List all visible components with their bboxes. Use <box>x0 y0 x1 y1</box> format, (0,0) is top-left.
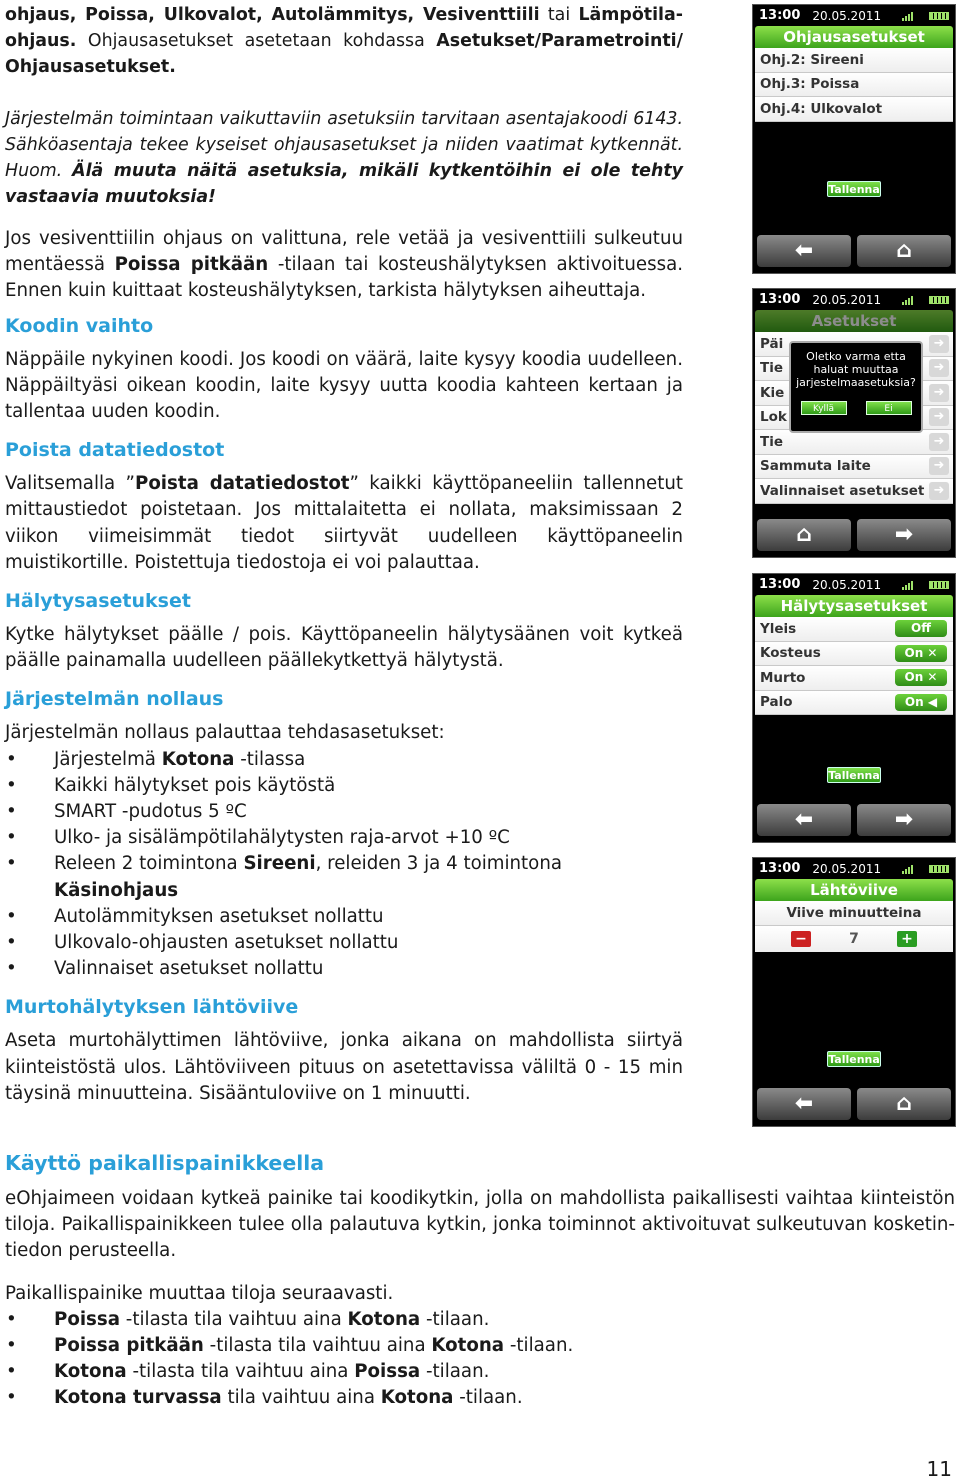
date: 20.05.2011 <box>812 577 882 592</box>
date: 20.05.2011 <box>812 8 882 23</box>
row-label: Tie <box>760 360 783 377</box>
intro-text-2: Ohjausasetukset asetetaan kohdassa <box>76 31 437 51</box>
list-item <box>5 851 683 903</box>
alarm-toggle[interactable]: On ✕ <box>895 669 947 686</box>
date: 20.05.2011 <box>812 292 882 307</box>
delete-text-2: ” kaikki käyttöpaneeliin tallennetut mittaustiedot poistetaan. Jos mittalaitetta ei nollata, maksimissaan 2 viikon viimeisimmät tiedot siirtyvät uudelleen käyttöpaneelin muistikortille. Poistettuja tiedostoja ei voi palauttaa. <box>5 473 683 573</box>
delay-panel <box>755 901 953 952</box>
list-item <box>755 617 953 642</box>
battery-icon <box>929 865 949 873</box>
reset-intro: Järjestelmän nollaus palauttaa tehdasasetukset: <box>5 722 445 744</box>
valve-text-2: -tilaan tai kosteushälytyksen aktivoituessa. Ennen kuin kuittaat kosteushälytyksen, tarkista hälytyksen aiheuttaja. <box>5 254 683 302</box>
local-b4-b: tila vaihtuu aina <box>221 1387 381 1409</box>
chevron-right-icon: ➜ <box>929 433 949 451</box>
save-button[interactable]: Tallenna <box>828 769 880 782</box>
exit-delay-paragraph: Aseta murtohälyttimen lähtöviive, jonka aikana on mahdollista siirtyä kiinteistöstä ulos. Lähtöviiveen pituus on asetettavissa väliltä 0 - 15 min täysinä minuutteina. Sisääntuloviive on 1 minuutti. <box>5 1030 683 1104</box>
text-column <box>5 0 683 1107</box>
alarm-toggle[interactable]: On ✕ <box>895 645 947 662</box>
list-item: • Ulkovalo-ohjausten asetukset nollattu <box>5 930 683 956</box>
intro-bold-1: ohjaus, Poissa, Ulkovalot, Autolämmitys, Vesiventtiili <box>5 5 540 25</box>
list-item <box>755 691 953 716</box>
screen-title: Ohjausasetukset <box>755 26 953 48</box>
chevron-right-icon: ➜ <box>929 359 949 377</box>
delete-text-1: Valitsemalla ” <box>5 473 135 495</box>
installer-note-text: Järjestelmän toimintaan vaikuttaviin asetuksiin tarvitaan asentajakoodi 6143. Sähköasentaja tekee kyseiset ohjausasetukset ja niiden vaatimat kytkennät. Huom. <box>5 109 683 181</box>
delay-stepper <box>755 926 953 952</box>
row-label: Sammuta laite <box>760 458 871 475</box>
local-heading: Käyttö paikallispainikkeella <box>5 1151 325 1175</box>
chevron-right-icon: ➜ <box>929 457 949 475</box>
installer-note <box>5 106 683 210</box>
forward-arrow-icon[interactable]: ➡ <box>857 804 951 836</box>
status-bar <box>753 574 955 595</box>
list-item <box>5 1307 955 1333</box>
exit-delay-heading: Murtohälytyksen lähtöviive <box>5 996 299 1019</box>
list-item <box>5 1333 955 1359</box>
screen-exit-delay <box>752 857 956 1127</box>
local-button-section <box>5 1150 955 1412</box>
dialog-message: Oletko varma etta haluat muuttaa jarjestelmaasetuksia? <box>796 350 916 389</box>
delay-label: Viive minuutteina <box>755 901 953 926</box>
chevron-right-icon: ➜ <box>929 335 949 353</box>
local-list <box>5 1307 955 1412</box>
reset-b1-a: Järjestelmä <box>54 748 162 770</box>
alarm-list <box>755 617 953 715</box>
local-b3-b: -tilasta tila vaihtuu aina <box>126 1361 355 1383</box>
list-item: • Ulko- ja sisälämpötilahälytysten raja-arvot +10 ºC <box>5 825 683 851</box>
local-b2-c: Kotona <box>431 1335 505 1357</box>
home-icon[interactable]: ⌂ <box>857 235 951 267</box>
alarm-toggle[interactable]: On ◀ <box>895 694 947 711</box>
local-b1-b: -tilasta tila vaihtuu aina <box>119 1308 348 1330</box>
clock: 13:00 <box>759 861 801 876</box>
intro-bold-2: Lämpötila-ohjaus. <box>5 5 683 51</box>
battery-icon <box>929 12 949 20</box>
list-item <box>5 1385 955 1411</box>
chevron-right-icon: ➜ <box>929 384 949 402</box>
plus-button[interactable]: + <box>897 931 917 947</box>
delete-paragraph <box>5 471 683 576</box>
screen-control-settings <box>752 4 956 274</box>
clock: 13:00 <box>759 292 801 307</box>
local-b3-d: -tilaan. <box>420 1361 490 1383</box>
alarms-heading: Hälytysasetukset <box>5 590 191 613</box>
status-bar <box>753 858 955 879</box>
local-b2-d: -tilaan. <box>504 1335 574 1357</box>
signal-icon <box>902 864 913 874</box>
chevron-right-icon: ➜ <box>929 408 949 426</box>
reset-b1-c: -tilassa <box>234 748 306 770</box>
reset-b5-b: Sireeni <box>243 853 316 875</box>
valve-text-1: Jos vesiventtiilin ohjaus on valittuna, rele vetää ja vesiventtiili sulkeutuu mentäessä <box>5 228 683 276</box>
local-b4-a: Kotona turvassa <box>54 1387 222 1409</box>
list-item <box>5 1359 955 1385</box>
clock: 13:00 <box>759 577 801 592</box>
status-bar <box>753 289 955 310</box>
local-b4-c: Kotona <box>380 1387 454 1409</box>
back-arrow-icon[interactable]: ⬅ <box>757 235 851 267</box>
row-label: Murto <box>760 669 806 686</box>
status-bar <box>753 5 955 26</box>
home-icon[interactable]: ⌂ <box>857 1088 951 1120</box>
intro-paragraph <box>5 2 683 80</box>
signal-icon <box>902 11 913 21</box>
page-number: 11 <box>926 1457 952 1481</box>
list-item: • Kaikki hälytykset pois käytöstä <box>5 773 683 799</box>
list-item <box>755 666 953 691</box>
signal-icon <box>902 295 913 305</box>
local-paragraph-1: eOhjaimeen voidaan kytkeä painike tai koodikytkin, jolla on mahdollista paikallisesti vaihtaa kiinteistön tiloja. Paikallispainikkeen tulee olla palautuva kytkin, jonka toiminnot aktivoituvat sulkeutuvan kosketintiedon perusteella. <box>5 1188 955 1262</box>
screen-title: Lähtöviive <box>755 879 953 901</box>
list-item <box>5 747 683 773</box>
battery-icon <box>929 581 949 589</box>
code-heading: Koodin vaihto <box>5 314 154 337</box>
clock: 13:00 <box>759 8 801 23</box>
local-paragraph-2: Paikallispainike muuttaa tiloja seuraavasti. <box>5 1282 394 1304</box>
local-b3-a: Kotona <box>54 1361 127 1383</box>
row-label: Lok <box>760 409 787 426</box>
delay-value: 7 <box>849 930 859 947</box>
reset-heading: Järjestelmän nollaus <box>5 688 224 711</box>
local-b2-b: -tilasta tila vaihtuu aina <box>203 1335 432 1357</box>
delete-heading: Poista datatiedostot <box>5 439 225 462</box>
settings-list <box>755 48 953 122</box>
list-item[interactable]: Ohj.4: Ulkovalot <box>755 97 953 122</box>
date: 20.05.2011 <box>812 861 882 876</box>
alarm-toggle[interactable]: Off <box>895 620 947 637</box>
list-item[interactable] <box>755 430 953 455</box>
row-label: Kie <box>760 384 785 401</box>
screen-title: Hälytysasetukset <box>755 595 953 617</box>
confirm-dialog <box>789 341 923 433</box>
screen-alarm-settings <box>752 573 956 843</box>
local-b1-c: Kotona <box>347 1308 421 1330</box>
row-label: Yleis <box>760 620 797 637</box>
local-b3-c: Poissa <box>354 1361 421 1383</box>
row-label: Tie <box>760 433 783 450</box>
intro-text-1: tai <box>539 5 579 25</box>
local-b1-a: Poissa <box>54 1308 120 1330</box>
list-item[interactable]: Ohj.3: Poissa <box>755 73 953 98</box>
local-b2-a: Poissa pitkään <box>54 1335 204 1357</box>
save-button[interactable]: Tallenna <box>828 183 880 196</box>
nav-bar <box>757 519 951 551</box>
home-icon[interactable]: ⌂ <box>757 519 851 551</box>
save-button[interactable]: Tallenna <box>828 1053 880 1066</box>
list-item: • SMART -pudotus 5 ºC <box>5 799 683 825</box>
row-label: Valinnaiset asetukset <box>760 482 925 499</box>
battery-icon <box>929 296 949 304</box>
yes-button[interactable]: Kyllä <box>801 401 847 415</box>
reset-b1-b: Kotona <box>161 748 235 770</box>
local-b1-d: -tilaan. <box>420 1308 490 1330</box>
valve-paragraph <box>5 226 683 305</box>
alarms-paragraph: Kytke hälytykset päälle / pois. Käyttöpaneelin hälytysäänen voit kytkeä päälle painamalla uudelleen päällekytkettyä hälytystä. <box>5 624 683 672</box>
screen-settings-dialog <box>752 288 956 558</box>
back-arrow-icon[interactable]: ⬅ <box>757 1088 851 1120</box>
code-paragraph: Näppäile nykyinen koodi. Jos koodi on väärä, laite kysyy koodia uudelleen. Näppäiltyäsi oikean koodin, laite kysyy uutta koodia kahteen kertaan ja tallentaa uuden koodin. <box>5 348 683 423</box>
chevron-right-icon: ➜ <box>929 482 949 500</box>
reset-b5-a: Releen 2 toimintona <box>54 853 244 875</box>
valve-bold: Poissa pitkään <box>114 254 269 276</box>
intro-bold-3: Asetukset/Parametrointi/ Ohjausasetukset. <box>5 31 683 77</box>
nav-bar <box>757 1088 951 1120</box>
row-label: Kosteus <box>760 645 821 662</box>
list-item[interactable]: Ohj.2: Sireeni <box>755 48 953 73</box>
list-item: • Valinnaiset asetukset nollattu <box>5 956 683 982</box>
list-item[interactable] <box>755 479 953 504</box>
reset-list <box>5 747 683 983</box>
list-item[interactable] <box>755 455 953 480</box>
row-label: Palo <box>760 694 793 711</box>
reset-b5-d: Käsinohjaus <box>54 879 179 901</box>
nav-bar <box>757 235 951 267</box>
list-item: • Autolämmityksen asetukset nollattu <box>5 904 683 930</box>
row-label: Päi <box>760 335 784 352</box>
minus-button[interactable]: − <box>791 931 811 947</box>
no-button[interactable]: Ei <box>866 401 912 415</box>
nav-bar <box>757 804 951 836</box>
signal-icon <box>902 580 913 590</box>
forward-arrow-icon[interactable]: ➡ <box>857 519 951 551</box>
reset-b5-c: , releiden 3 ja 4 toimintona <box>315 853 562 875</box>
screen-title: Asetukset <box>755 310 953 332</box>
installer-note-warning: Älä muuta näitä asetuksia, mikäli kytkentöihin ei ole tehty vastaavia muutoksia! <box>5 161 683 207</box>
delete-bold: Poista datatiedostot <box>134 473 350 495</box>
list-item <box>755 642 953 667</box>
local-b4-d: -tilaan. <box>453 1387 523 1409</box>
back-arrow-icon[interactable]: ⬅ <box>757 804 851 836</box>
